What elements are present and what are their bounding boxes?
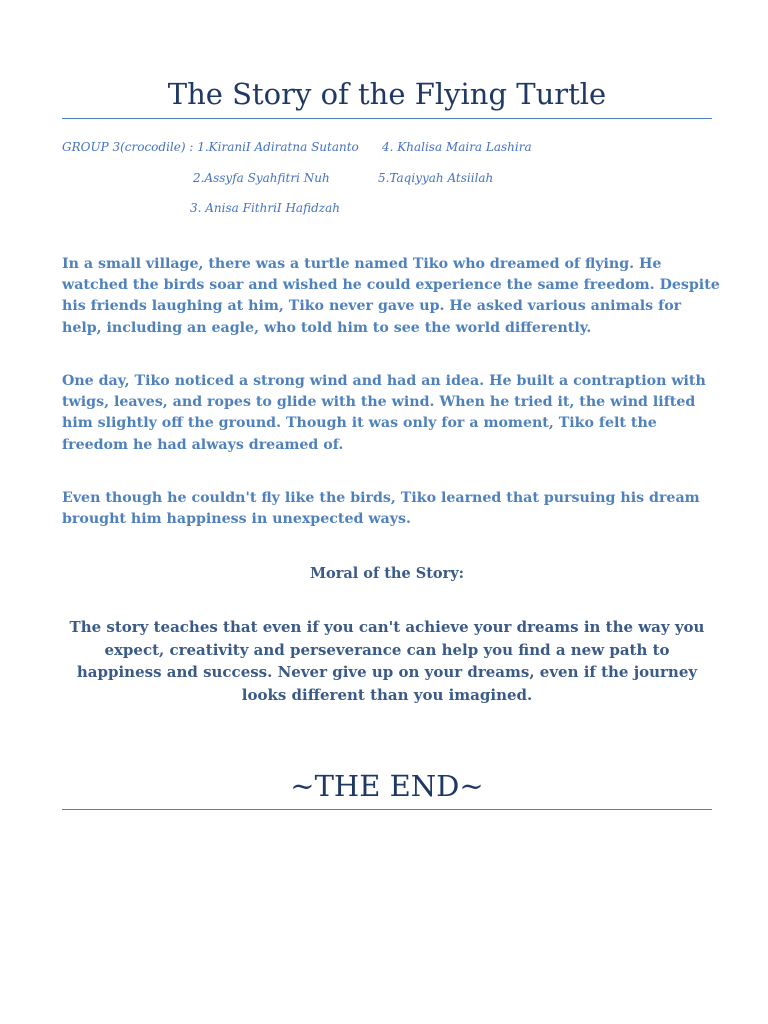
group-members-line-2-left: 2.Assyfa Syahfitri Nuh bbox=[193, 171, 330, 185]
group-members-line-2-right: 5.Taqiyyah Atsiilah bbox=[378, 171, 494, 185]
moral-text: The story teaches that even if you can't achieve your dreams in the way you expect, creativity and perseverance can help you find a new path to happiness and success. Never give up on your dreams, even if the journey looks different than you imagined. bbox=[69, 618, 705, 704]
group-members-line-1-left: GROUP 3(crocodile) : 1.KiraniI Adiratna Sutanto bbox=[62, 140, 359, 154]
title-divider bbox=[62, 118, 712, 119]
ending-divider bbox=[62, 809, 712, 810]
story-paragraph-1: In a small village, there was a turtle named Tiko who dreamed of flying. He watched the birds soar and wished he could experience the same freedom. Despite his friends laughing at him, Tiko never gave up. He asked various animals for help, including an eagle, who told him to see the world differently. bbox=[62, 256, 720, 336]
the-end-heading: ~THE END~ bbox=[290, 769, 484, 803]
story-title: The Story of the Flying Turtle bbox=[167, 77, 607, 111]
story-paragraph-2: One day, Tiko noticed a strong wind and had an idea. He built a contraption with twigs, leaves, and ropes to glide with the wind. When he tried it, the wind lifted him slightly off the ground. Though it was only for a moment, Tiko felt the freedom he had always dreamed of. bbox=[62, 373, 706, 453]
group-members-line-1-right: 4. Khalisa Maira Lashira bbox=[382, 140, 532, 154]
group-members-line-3: 3. Anisa FithriI Hafidzah bbox=[190, 201, 340, 215]
moral-heading: Moral of the Story: bbox=[309, 565, 465, 582]
story-paragraph-3: Even though he couldn't fly like the birds, Tiko learned that pursuing his dream brought him happiness in unexpected ways. bbox=[62, 490, 700, 528]
